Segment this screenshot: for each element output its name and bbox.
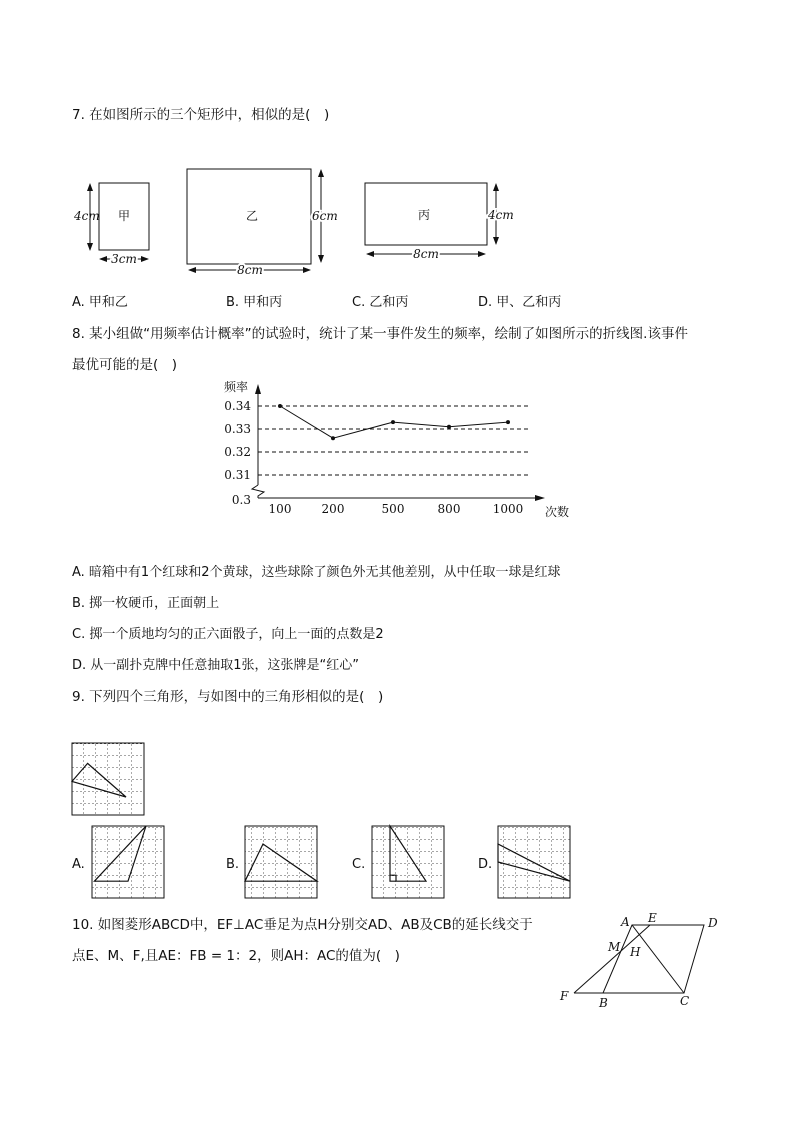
q7-option-d[interactable]: D. 甲、乙和丙 [478,295,562,310]
q7-option-c[interactable]: C. 乙和丙 [352,295,409,310]
segment-ef [574,925,650,993]
q8-option-c[interactable]: C. 掷一个质地均匀的正六面骰子，向上一面的点数是2 [72,627,384,642]
x-tick-label: 100 [268,502,292,516]
q8-option-b[interactable]: B. 掷一枚硬币，正面朝上 [72,596,220,611]
diagonal-ac [632,925,684,993]
point-m: M [608,940,621,954]
rect-yi-height-label: 6cm [312,209,338,223]
q10-stem-line1: 10. 如图菱形ABCD中，EF⊥AC垂足为点H分别交AD、AB及CB的延长线交于 [72,917,533,933]
rect-jia-name: 甲 [117,209,131,223]
rect-bing-name: 丙 [417,208,431,222]
q8-option-a[interactable]: A. 暗箱中有1个红球和2个黄球，这些球除了颜色外无其他差别，从中任取一球是红球 [72,565,561,580]
q8-stem-line1: 8. 某小组做“用频率估计概率”的试验时，统计了某一事件发生的频率，绘制了如图所示的折线图.该事件 [72,326,688,342]
q9-option-d-label[interactable]: D. [478,857,493,872]
rect-yi-width-label: 8cm [237,263,263,277]
q7-stem: 7. 在如图所示的三个矩形中，相似的是( ) [72,107,330,123]
rect-bing-width-label: 8cm [413,247,439,261]
point-a: A [621,915,630,929]
point-b: B [599,996,608,1010]
q9-option-c-label[interactable]: C. [352,857,366,872]
x-tick-label: 200 [321,502,345,516]
q7-option-b[interactable]: B. 甲和丙 [226,295,283,310]
x-tick-label: 800 [437,502,461,516]
y-tick-label: 0.34 [224,399,251,413]
point-h: H [630,945,641,959]
q9-stem: 9. 下列四个三角形，与如图中的三角形相似的是( ) [72,689,384,705]
x-axis-title: 次数 [545,505,570,519]
y-tick-label: 0.31 [224,468,251,482]
y-tick-label: 0.33 [224,422,251,436]
rect-jia-width-label: 3cm [111,252,137,266]
y-axis-title: 频率 [224,380,249,394]
x-tick-label: 1000 [492,502,524,516]
point-f: F [560,989,569,1003]
point-e: E [648,911,657,925]
q8-option-d[interactable]: D. 从一副扑克牌中任意抽取1张，这张牌是“红心” [72,658,360,673]
point-d: D [708,916,718,930]
q9-option-a-label[interactable]: A. [72,857,85,872]
y-tick-label: 0.32 [224,445,251,459]
point-c: C [680,994,690,1008]
q9-option-b-label[interactable]: B. [226,857,240,872]
q10-stem-line2: 点E、M、F,且AE：FB = 1：2，则AH：AC的值为( ) [72,948,400,964]
q7-option-a[interactable]: A. 甲和乙 [72,295,128,310]
rect-jia-height-label: 4cm [74,209,100,223]
q8-stem-line2: 最优可能的是( ) [72,357,178,373]
x-tick-label: 500 [381,502,405,516]
rhombus-abcd [603,925,704,993]
rect-bing-height-label: 4cm [488,208,514,222]
rect-yi-name: 乙 [245,209,259,223]
y-tick-label: 0.3 [231,493,251,507]
